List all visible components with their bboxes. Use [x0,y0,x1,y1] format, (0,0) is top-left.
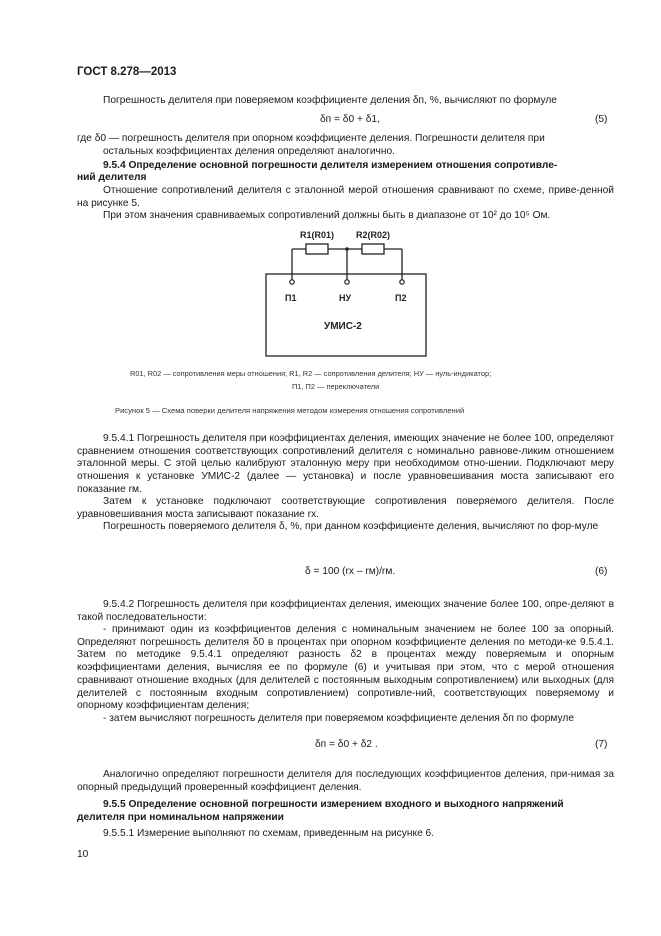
section-9-5-4-2-paragraph-4: Аналогично определяют погрешности делителя для последующих коэффициентов деления, при-нимая за опорный предыдущий проверенный коэффициент деления. [77,769,614,793]
where-line-1: где δ0 — погрешность делителя при опорном коэффициенте деления. Погрешности делителя при [77,133,545,144]
section-9-5-4-1-paragraph-1: 9.5.4.1 Погрешность делителя при коэффициентах деления, имеющих значение не более 100, определяют сравнением отношения соответствующих сопротивлений делителя с номинально равнове-ликим отношением эталонной меры. С этой целью калибруют эталонную меру при необходимом отно-шении. Подключают меру отношения к установке УМИС-2 (далее — установка) и после уравновешивания моста записывают его показание rм. [77,433,614,495]
device-label: УМИС-2 [324,321,362,332]
section-9-5-5-heading: 9.5.5 Определение основной погрешности измерением входного и выходного напряжений [103,799,564,810]
section-9-5-4-1-paragraph-2: Затем к установке подключают соответствующие сопротивления поверяемого делителя. После уравновешивания моста записывают показание rх. [77,496,614,520]
formula-7-number: (7) [595,739,608,750]
terminal-p1 [290,280,294,284]
section-9-5-4-2-paragraph-3: - затем вычисляют погрешность делителя при поверяемом коэффициенте деления δп по формуле [103,713,574,724]
nu-label: НУ [339,293,352,303]
section-9-5-4-1-paragraph-3: Погрешность поверяемого делителя δ, %, при данном коэффициенте деления, вычисляют по фор-муле [103,521,599,532]
where-line-2: остальных коэффициентах деления определяют аналогично. [103,146,395,157]
p2-label: П2 [395,293,407,303]
terminal-nu [345,280,349,284]
formula-5-number: (5) [595,114,608,125]
umis-2-device-box [266,274,426,356]
r1-label: R1(R01) [300,230,335,240]
page-number: 10 [77,849,89,860]
figure-5-legend-line-2: П1, П2 — переключатели [292,382,380,391]
terminal-p2 [400,280,404,284]
error-formula-intro: Погрешность делителя при поверяемом коэффициенте деления δп, %, вычисляют по формуле [103,95,557,106]
formula-7: δп = δ0 + δ2 . [315,739,378,750]
formula-6: δ = 100 (rх – rм)/rм. [305,566,396,577]
section-9-5-4-paragraph-1: Отношение сопротивлений делителя с эталонной мерой отношения сравнивают по схеме, приве-денной на рисунке 5. [77,185,614,209]
figure-5-legend-line-1: R01, R02 — сопротивления меры отношения; R1, R2 — сопротивления делителя; НУ — нуль-индикатор; [130,369,492,378]
section-9-5-4-2-paragraph-1: 9.5.4.2 Погрешность делителя при коэффициентах деления, имеющих значение более 100, опре-деляют в такой последовательности: [77,599,614,623]
section-9-5-4-2-paragraph-2: - принимают один из коэффициентов деления с номинальным значением не более 100 за опорный. Определяют погрешность делителя δ0 в процентах при опорном коэффициенте деления по методи-ке 9.5.4.1. Затем по методике 9.5.4.1 определяют разность δ2 в процентах между поверяемым и опорным коэффициентами деления, вычисляя ее по формуле (6) и учитывая при этом, что с мерой отношения сравнивают отношение входных (для делителей с постоянным выходным сопротивлением) или выходных (для делителей с постоянным входным сопротивлением) сопротивле-ний, соответствующих поверяемому и опорному коэффициентам деления; [77,624,614,712]
section-9-5-5-heading-cont: делителя при номинальном напряжении [77,812,284,823]
section-9-5-4-heading-cont: ний делителя [77,172,147,183]
resistor-r1 [306,244,328,254]
figure-5-circuit-diagram [250,224,430,360]
resistor-r2 [362,244,384,254]
formula-6-number: (6) [595,566,608,577]
section-9-5-4-heading: 9.5.4 Определение основной погрешности делителя измерением отношения сопротивле- [103,160,558,171]
p1-label: П1 [285,293,297,303]
section-9-5-5-1-paragraph: 9.5.5.1 Измерение выполняют по схемам, приведенным на рисунке 6. [103,828,435,839]
section-9-5-4-paragraph-2: При этом значения сравниваемых сопротивлений должны быть в диапазоне от 10² до 10⁵ Ом. [103,210,551,221]
r2-label: R2(R02) [356,230,391,240]
document-header: ГОСТ 8.278—2013 [77,66,177,78]
formula-5: δп = δ0 + δ1, [320,114,380,125]
figure-5-caption: Рисунок 5 — Схема поверки делителя напряжения методом измерения отношения сопротивлений [115,406,465,415]
